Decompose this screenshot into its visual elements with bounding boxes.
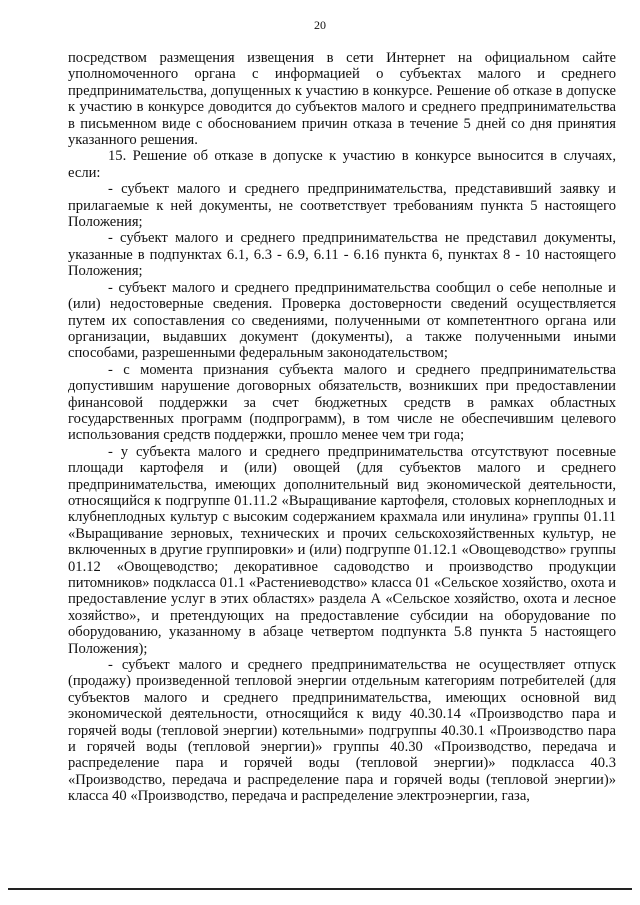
paragraph-reason-heat-energy: - субъект малого и среднего предпринимательства не осуществляет отпуск (продажу) произведенной тепловой энергии отдельным категориям потребителей (для субъектов малого и среднего предпринимательства, имеющих основной вид экономической деятельности, относящийся к виду 40.30.14 «Производство пара и горячей воды (тепловой энергии) котельными» подгруппы 40.30.1 «Производство пара и горячей воды (тепловой энергии)» группы 40.30 «Производство, передача и распределение пара и горячей воды (тепловой энергии)» подкласса 40.3 «Производство, передача и распределение пара и горячей воды (тепловой энергии)» класса 40 «Производство, передача и распределение электроэнергии, газа, — [68, 657, 616, 805]
paragraph-clause-15: 15. Решение об отказе в допуске к участию в конкурсе выносится в случаях, если: — [68, 148, 616, 181]
paragraph-reason-crop-areas: - у субъекта малого и среднего предпринимательства отсутствуют посевные площади картофеля и (или) овощей (для субъектов малого и среднего предпринимательства, имеющих дополнительный вид экономической деятельности, относящийся к подгруппе 01.11.2 «Выращивание картофеля, столовых корнеплодных и клубнеплодных культур с высоким содержанием крахмала или инулина» группы 01.11 «Выращивание зерновых, технических и прочих сельскохозяйственных культур, не включенных в другие группировки» и (или) подгруппе 01.12.1 «Овощеводство» группы 01.12 «Овощеводство; декоративное садоводство и производство продукции питомников» подкласса 01.1 «Растениеводство» класса 01 «Сельское хозяйство, охота и предоставление услуг в этих областях» раздела А «Сельское хозяйство, охота и лесное хозяйство», и претендующих на предоставление субсидии на оборудование по оборудованию, указанному в абзаце четвертом подпункта 5.8 пункта 5 настоящего Положения); — [68, 443, 616, 657]
bottom-rule — [8, 888, 632, 890]
document-body — [68, 50, 616, 805]
paragraph-notification-continuation: посредством размещения извещения в сети Интернет на официальном сайте уполномоченного органа с информацией о субъектах малого и среднего предпринимательства, допущенных к участию в конкурсе. Решение об отказе в допуске к участию в конкурсе доводится до субъектов малого и среднего предпринимательства в письменном виде с обоснованием причин отказа в течение 5 дней со дня принятия указанного решения. — [68, 50, 616, 149]
paragraph-reason-false-info: - субъект малого и среднего предпринимательства сообщил о себе неполные и (или) недостоверные сведения. Проверка достоверности сведений осуществляется путем их сопоставления со сведениями, полученными от компетентного органа или организации, выдавших документ (документы), а также полученными иными способами, разрешенными федеральным законодательством; — [68, 279, 616, 362]
paragraph-reason-requirements: - субъект малого и среднего предпринимательства, представивший заявку и прилагаемые к ней документы, не соответствует требованиям пункта 5 настоящего Положения; — [68, 181, 616, 231]
paragraph-reason-violation: - с момента признания субъекта малого и среднего предпринимательства допустившим нарушение договорных обязательств, возникших при предоставлении финансовой поддержки за счет бюджетных средств в рамках областных государственных программ (подпрограмм), в том числе не обеспечившим целевого использования средств поддержки, прошло менее чем три года; — [68, 361, 616, 444]
paragraph-reason-documents: - субъект малого и среднего предпринимательства не представил документы, указанные в подпунктах 6.1, 6.3 - 6.9, 6.11 - 6.16 пункта 6, пунктах 8 - 10 настоящего Положения; — [68, 230, 616, 280]
page-number: 20 — [314, 18, 326, 32]
